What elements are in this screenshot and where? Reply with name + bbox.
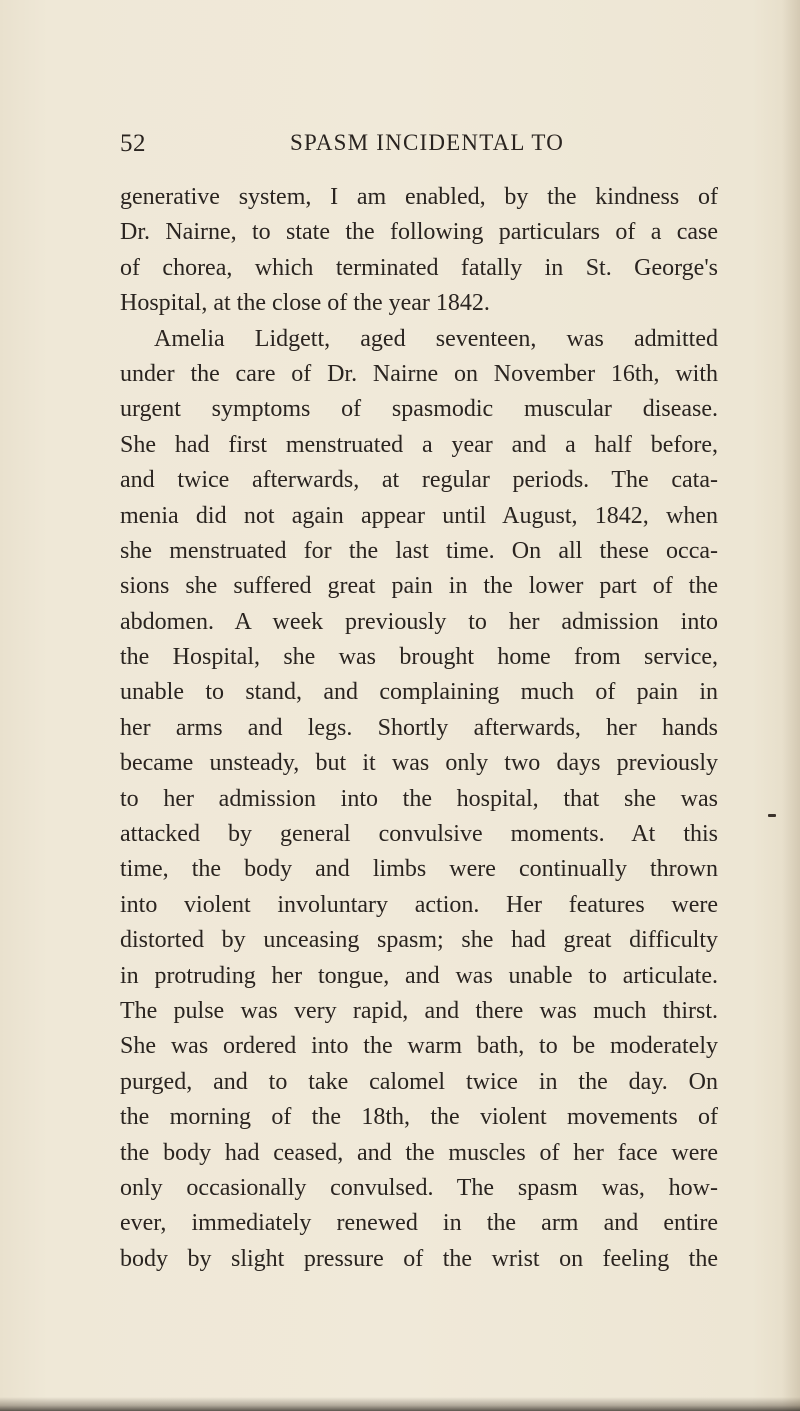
- text-line: body by slight pressure of the wrist on feeling the: [120, 1245, 718, 1272]
- text-line: generative system, I am enabled, by the kindness of: [120, 184, 718, 210]
- text-line: time, the body and limbs were continually thrown: [120, 856, 718, 883]
- text-line: in protruding her tongue, and was unable to articulate.: [120, 962, 718, 989]
- text-line: Dr. Nairne, to state the following particulars of a case: [120, 219, 718, 246]
- running-head: SPASM INCIDENTAL TO: [290, 130, 565, 155]
- text-line: unable to stand, and complaining much of pain in: [120, 679, 718, 706]
- text-line: and twice afterwards, at regular periods. The cata-: [120, 467, 718, 494]
- text-line: the body had ceased, and the muscles of her face were: [120, 1139, 718, 1166]
- text-line: attacked by general convulsive moments. At this: [120, 821, 718, 848]
- text-line: into violent involuntary action. Her features were: [120, 891, 718, 918]
- text-line: She had first menstruated a year and a half before,: [120, 431, 718, 458]
- text-line: Amelia Lidgett, aged seventeen, was admitted: [154, 325, 718, 352]
- text-line: abdomen. A week previously to her admission into: [120, 608, 718, 635]
- text-line: menia did not again appear until August, 1842, when: [120, 502, 718, 529]
- page-header: [120, 130, 720, 166]
- text-line: of chorea, which terminated fatally in St. George's: [120, 254, 718, 281]
- text-line: distorted by unceasing spasm; she had great difficulty: [120, 927, 718, 954]
- text-line: urgent symptoms of spasmodic muscular disease.: [120, 396, 718, 423]
- page-bottom-shadow: [0, 1397, 800, 1411]
- text-line: her arms and legs. Shortly afterwards, her hands: [120, 714, 718, 741]
- text-line: the Hospital, she was brought home from service,: [120, 644, 718, 671]
- text-line: The pulse was very rapid, and there was much thirst.: [120, 997, 718, 1024]
- body-text: [120, 180, 718, 1277]
- text-line: Hospital, at the close of the year 1842.: [120, 290, 490, 317]
- text-line: She was ordered into the warm bath, to be moderately: [120, 1033, 718, 1060]
- text-line: under the care of Dr. Nairne on November 16th, with: [120, 360, 718, 387]
- text-line: she menstruated for the last time. On all these occa-: [120, 537, 718, 564]
- text-line: purged, and to take calomel twice in the day. On: [120, 1068, 718, 1095]
- ink-speck: [768, 814, 776, 817]
- text-line: became unsteady, but it was only two days previously: [120, 750, 718, 777]
- text-line: the morning of the 18th, the violent movements of: [120, 1104, 718, 1131]
- text-line: to her admission into the hospital, that she was: [120, 785, 718, 812]
- page-number: 52: [120, 130, 146, 157]
- text-line: ever, immediately renewed in the arm and entire: [120, 1210, 718, 1237]
- page-edge-shadow: [782, 0, 800, 1411]
- text-line: sions she suffered great pain in the lower part of the: [120, 573, 718, 600]
- text-line: only occasionally convulsed. The spasm was, how-: [120, 1174, 718, 1201]
